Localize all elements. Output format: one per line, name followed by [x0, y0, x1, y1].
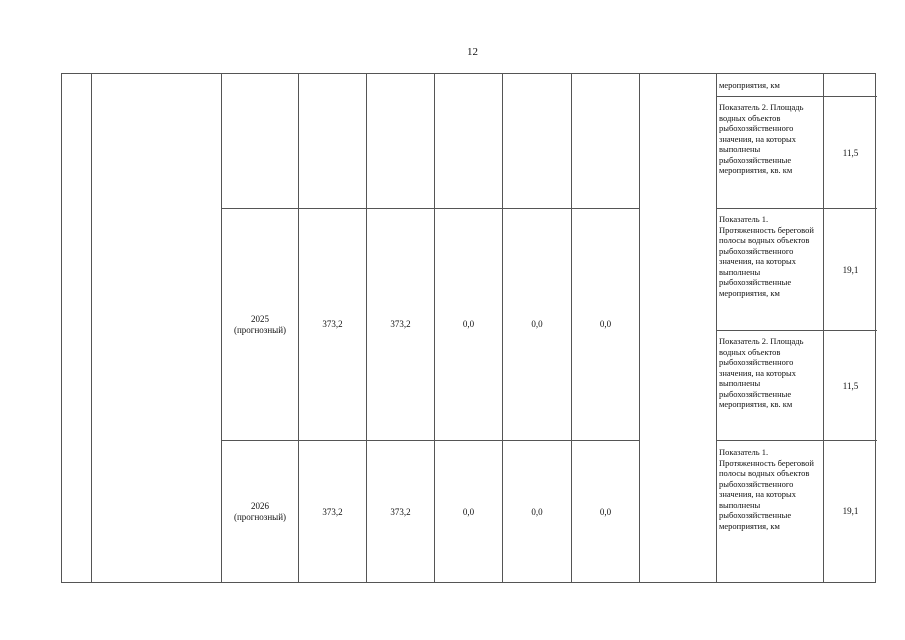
indicator-value: 11,5	[842, 381, 859, 391]
regional-value: 373,2	[390, 319, 411, 329]
indicator-value: 11,5	[842, 148, 859, 158]
federal-value: 0,0	[462, 506, 475, 517]
other-value: 0,0	[599, 319, 612, 329]
indicator-value: 19,1	[842, 265, 859, 275]
total-value: 373,2	[322, 319, 343, 329]
total-value: 373,2	[322, 506, 343, 517]
local-value: 0,0	[531, 319, 543, 329]
regional-value: 373,2	[390, 506, 411, 517]
federal-value: 0,0	[462, 319, 475, 329]
page-number: 12	[467, 46, 478, 58]
year-label: 2025 (прогнозный)	[233, 313, 287, 335]
local-value: 0,0	[531, 506, 543, 517]
indicator-value: 19,1	[842, 506, 859, 516]
indicator-text: мероприятия, км	[719, 80, 780, 90]
indicator-text: Показатель 2. Площадь водных объектов рыбохозяйственного значения, на которых выполнены рыбохозяйственные мероприятия, кв. км	[719, 336, 804, 409]
data-table	[61, 73, 876, 583]
year-label: 2026 (прогнозный)	[233, 501, 287, 522]
indicator-text: Показатель 1. Протяженность береговой полосы водных объектов рыбохозяйственного значения, на которых выполнены рыбохозяйственные мероприятия, км	[719, 214, 814, 298]
indicator-text: Показатель 2. Площадь водных объектов рыбохозяйственного значения, на которых выполнены рыбохозяйственные мероприятия, кв. км	[719, 102, 804, 175]
indicator-text: Показатель 1. Протяженность береговой полосы водных объектов рыбохозяйственного значения, на которых выполнены рыбохозяйственные мероприятия, км	[719, 447, 814, 531]
other-value: 0,0	[599, 506, 612, 517]
